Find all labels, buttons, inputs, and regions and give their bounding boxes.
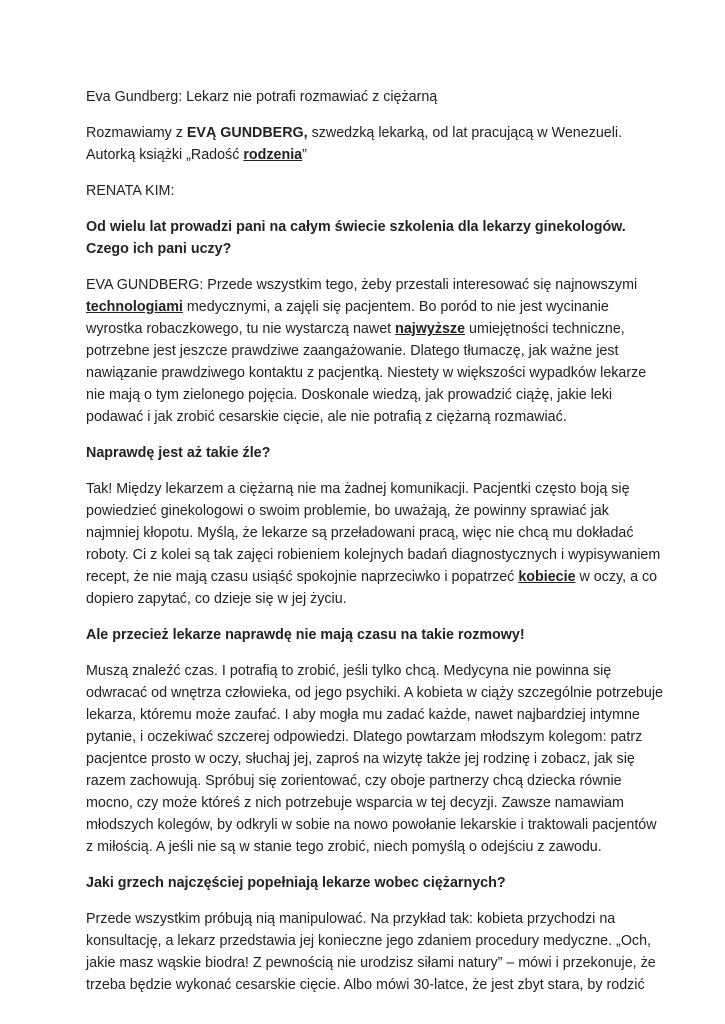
question-2: Naprawdę jest aż takie źle? — [86, 445, 271, 461]
question-3: Ale przecież lekarze naprawdę nie mają czasu na takie rozmowy! — [86, 627, 525, 643]
answer-2-text-2: w oczy, a co dopiero zapytać, co dzieje się w jej życiu. — [86, 569, 658, 607]
link-rodzenia[interactable]: rodzenia — [243, 147, 303, 163]
intro-text-1: Rozmawiamy z — [86, 125, 187, 141]
author-line: RENATA KIM: — [86, 183, 175, 199]
answer-1-text-3: umiejętności techniczne, potrzebne jest jeszcze prawdziwe zaangażowanie. Dlatego tłumaczę, jak ważne jest nawiązanie prawdziwego kontaktu z pacjentką. Niestety w większości wypadków lekarze nie mają o tym zielonego pojęcia. Doskonale wiedzą, jak prowadzić ciążę, jakie leki podawać i jak zrobić cesarskie cięcie, ale nie potrafią z ciężarną rozmawiać. — [86, 321, 647, 425]
link-technologiami[interactable]: technologiami — [86, 299, 183, 315]
answer-2 — [86, 478, 665, 610]
interviewee-name: EVĄ GUNDBERG, — [186, 125, 308, 141]
answer-1 — [86, 274, 665, 428]
answer-1-text-2: medycznymi, a zajęli się pacjentem. Bo poród to nie jest wycinanie wyrostka robaczkowego, tu nie wystarczą nawet — [86, 299, 609, 337]
question-4: Jaki grzech najczęściej popełniają lekarze wobec ciężarnych? — [86, 875, 506, 891]
link-kobiecie[interactable]: kobiecie — [518, 569, 576, 585]
intro-paragraph — [86, 122, 665, 166]
intro-text-3: ” — [302, 147, 307, 163]
answer-2-text-1: Tak! Między lekarzem a ciężarną nie ma żadnej komunikacji. Pacjentki często boją się powiedzieć ginekologowi o swoim problemie, bo uważają, że powinny sprawiać jak najmniej kłopotu. Myślą, że lekarze są przeładowani pracą, więc nie chcą mu dokładać roboty. Ci z kolei są tak zajęci robieniem kolejnych badań diagnostycznych i wypisywaniem recept, że nie mają czasu usiąść spokojnie naprzeciwko i popatrzeć — [86, 481, 661, 585]
article-title: Eva Gundberg: Lekarz nie potrafi rozmawiać z ciężarną — [86, 89, 438, 105]
answer-1-text-1: EVA GUNDBERG: Przede wszystkim tego, żeby przestali interesować się najnowszymi — [86, 277, 638, 293]
intro-text-2: szwedzką lekarką, od lat pracującą w Wenezueli. Autorką książki „Radość — [86, 125, 623, 163]
answer-4: Przede wszystkim próbują nią manipulować. Na przykład tak: kobieta przychodzi na konsultację, a lekarz przedstawia jej konieczne jego zdaniem procedury medyczne. „Och, jakie masz wąskie biodra! Z pewnością nie urodzisz siłami natury” – mówi i przekonuje, że trzeba będzie wykonać cesarskie cięcie. Albo mówi 30-latce, że jest zbyt stara, by rodzić — [86, 911, 656, 993]
question-1: Od wielu lat prowadzi pani na całym świecie szkolenia dla lekarzy ginekologów. Czego ich pani uczy? — [86, 219, 626, 257]
link-najwyzsze[interactable]: najwyższe — [395, 321, 466, 337]
answer-3: Muszą znaleźć czas. I potrafią to zrobić, jeśli tylko chcą. Medycyna nie powinna się odwracać od wnętrza człowieka, od jego psychiki. A kobieta w ciąży szczególnie potrzebuje lekarza, któremu może zaufać. I aby mogła mu zadać każde, nawet najbardziej intymne pytanie, i oczekiwać szczerej odpowiedzi. Dlatego powtarzam młodszym kolegom: patrz pacjentce prosto w oczy, słuchaj jej, zaproś na wizytę także jej rodzinę i zobacz, jak się razem zachowują. Spróbuj się zorientować, czy oboje partnerzy chcą dziecka równie mocno, czy może któreś z nich potrzebuje wsparcia w tej decyzji. Zawsze namawiam młodszych kolegów, by odkryli w sobie na nowo powołanie lekarskie i traktowali pacjentów z miłością. A jeśli nie są w stanie tego zrobić, niech pomyślą o odejściu z zawodu. — [86, 663, 663, 855]
